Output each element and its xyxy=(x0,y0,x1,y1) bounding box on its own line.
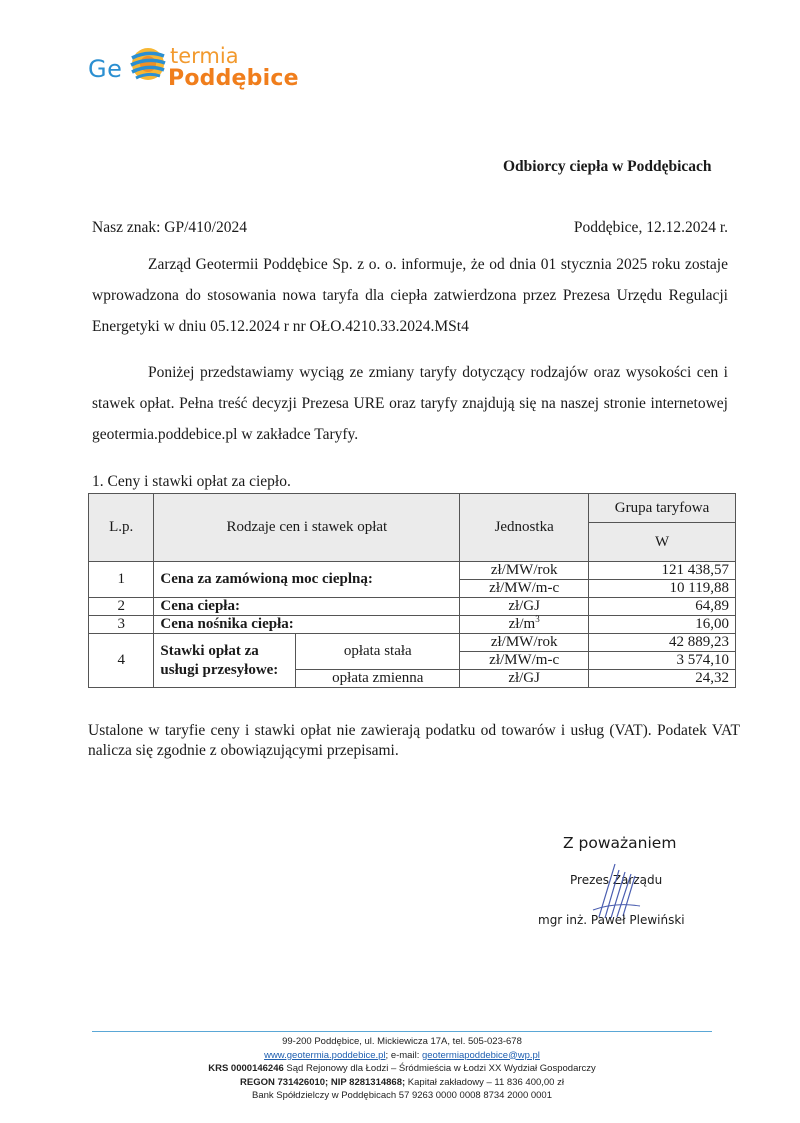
regon-nip: REGON 731426010; NIP 8281314868; xyxy=(240,1076,406,1088)
header-name: Rodzaje cen i stawek opłat xyxy=(154,494,460,562)
row-value: 3 574,10 xyxy=(589,652,736,670)
footer-address: 99-200 Poddębice, ul. Mickiewicza 17A, tel. 505-023-678 xyxy=(282,1036,522,1047)
table-header-row xyxy=(89,494,736,523)
row-unit: zł/GJ xyxy=(460,670,589,688)
table-row xyxy=(89,562,736,580)
logo-text-ge: Ge xyxy=(88,55,123,83)
row-name: Cena nośnika ciepła: xyxy=(154,616,460,634)
paragraph-extract xyxy=(92,357,728,450)
section-title: 1. Ceny i stawki opłat za ciepło. xyxy=(92,473,291,490)
signatory-role: Prezes Zarządu xyxy=(570,873,663,887)
row-unit xyxy=(460,616,589,634)
row-value: 16,00 xyxy=(589,616,736,634)
share-capital: Kapitał zakładowy – 11 836 400,00 zł xyxy=(405,1076,564,1088)
row-unit: zł/GJ xyxy=(460,598,589,616)
unit-superscript: 3 xyxy=(535,614,540,624)
logo-text-poddebice: Poddębice xyxy=(168,66,299,91)
footer-regon xyxy=(92,1076,712,1090)
tariff-table xyxy=(88,493,736,688)
row-lp: 4 xyxy=(89,634,154,688)
footer-krs xyxy=(92,1062,712,1076)
row-unit: zł/MW/rok xyxy=(460,634,589,652)
row-unit: zł/MW/m-c xyxy=(460,652,589,670)
row-value: 10 119,88 xyxy=(589,580,736,598)
row-lp: 3 xyxy=(89,616,154,634)
table-row xyxy=(89,598,736,616)
reference-number: Nasz znak: GP/410/2024 xyxy=(92,219,247,236)
row-name: Cena ciepła: xyxy=(154,598,460,616)
row-unit: zł/MW/m-c xyxy=(460,580,589,598)
row-sub-label: opłata zmienna xyxy=(296,670,460,688)
vat-note: Ustalone w taryfie ceny i stawki opłat nie zawierają podatku od towarów i usług (VAT). Podatek VAT nalicza się zgodnie z obowiązującymi przepisami. xyxy=(88,722,740,759)
paragraph-announcement xyxy=(92,249,728,342)
header-group-w: W xyxy=(589,523,736,562)
footer xyxy=(92,1035,712,1103)
krs-court: Sąd Rejonowy dla Łodzi – Śródmieścia w Łodzi XX Wydział Gospodarczy xyxy=(283,1063,596,1074)
logo-text-termia: termia xyxy=(170,44,239,68)
row-name: Cena za zamówioną moc cieplną: xyxy=(154,562,460,598)
row-value: 121 438,57 xyxy=(589,562,736,580)
email-label: ; e-mail: xyxy=(385,1049,422,1061)
krs-number: KRS 0000146246 xyxy=(208,1063,284,1074)
row-value: 64,89 xyxy=(589,598,736,616)
table-row xyxy=(89,634,736,652)
row-value: 42 889,23 xyxy=(589,634,736,652)
footer-bank: Bank Spółdzielczy w Poddębicach 57 9263 0000 0008 8734 2000 0001 xyxy=(251,1090,552,1101)
row-sub-label: opłata stała xyxy=(296,634,460,670)
recipient: Odbiorcy ciepła w Poddębicach xyxy=(503,158,712,175)
signatory-name: mgr inż. Paweł Plewiński xyxy=(538,913,685,927)
footer-contact xyxy=(92,1049,712,1063)
table-row xyxy=(89,616,736,634)
header-tariff-group: Grupa taryfowa xyxy=(589,494,736,523)
row-unit: zł/MW/rok xyxy=(460,562,589,580)
paragraph-announcement-text: Zarząd Geotermii Poddębice Sp. z o. o. informuje, że od dnia 01 stycznia 2025 roku zostaje wprowadzona do stosowania nowa taryfa dla ciepła zatwierdzona przez Prezesa Urzędu Regulacji Energetyki w dniu 05.12.2024 r nr OŁO.4210.33.2024.MSt4 xyxy=(92,256,728,335)
row-name: Stawki opłat za usługi przesyłowe: xyxy=(154,634,296,688)
closing-regards: Z poważaniem xyxy=(563,834,677,852)
header-unit: Jednostka xyxy=(460,494,589,562)
place-date: Poddębice, 12.12.2024 r. xyxy=(573,219,728,236)
website-link[interactable]: www.geotermia.poddebice.pl xyxy=(264,1049,386,1061)
row-value: 24,32 xyxy=(589,670,736,688)
paragraph-extract-text: Poniżej przedstawiamy wyciąg ze zmiany taryfy dotyczący rodzajów oraz wysokości cen i stawek opłat. Pełna treść decyzji Prezesa URE oraz taryfy znajdują się na naszej stronie internetowej geotermia.poddebice.pl w zakładce Taryfy. xyxy=(92,364,728,443)
header-lp: L.p. xyxy=(89,494,154,562)
email-link[interactable]: geotermiapoddebice@wp.pl xyxy=(421,1049,540,1061)
row-lp: 1 xyxy=(89,562,154,598)
footer-divider xyxy=(92,1031,712,1032)
unit-base: zł/m xyxy=(508,616,536,632)
row-lp: 2 xyxy=(89,598,154,616)
globe-icon xyxy=(128,44,168,84)
company-logo xyxy=(88,40,318,100)
